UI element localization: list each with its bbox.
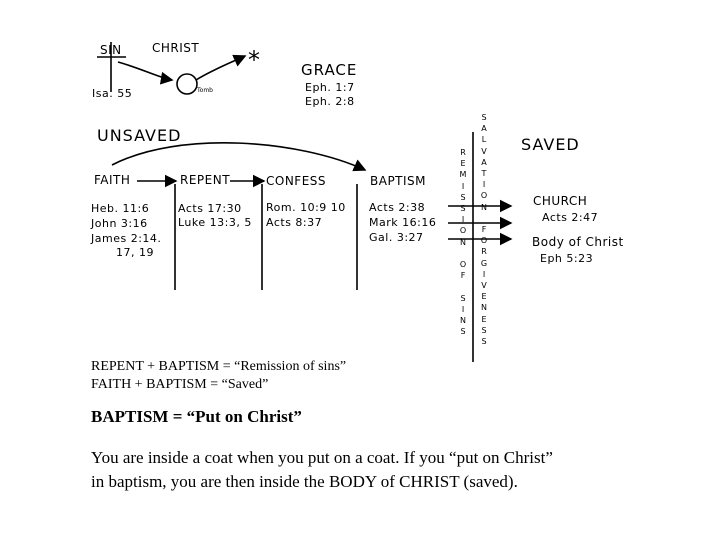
vertical-letter: S [460,192,466,202]
baptism-ref-3: Gal. 3:27 [369,231,424,244]
vertical-letter: O [459,226,467,236]
vertical-letter: L [481,135,487,145]
vertical-letter: A [481,124,487,134]
isa-ref: Isa. 55 [92,87,133,100]
vertical-letter: I [461,215,465,225]
vertical-letter: I [482,269,486,279]
vertical-letter: S [481,337,487,347]
faith-label: FAITH [94,173,131,187]
sin-label: SIN [100,43,122,57]
saved-label: SAVED [521,135,580,154]
eph-2-8: Eph. 2:8 [305,95,355,108]
vertical-letter: N [460,237,466,247]
body-label: Body of Christ [532,235,624,249]
baptism-ref-2: Mark 16:16 [369,216,437,229]
faith-ref-4: 17, 19 [116,246,154,259]
body-ref: Eph 5:23 [540,252,594,265]
church-label: CHURCH [533,194,588,208]
vertical-letter: I [482,180,486,190]
grace-label: GRACE [301,61,358,79]
vertical-letter: S [460,327,466,337]
confess-label: CONFESS [266,174,327,188]
star-symbol: * [248,46,260,74]
tomb-circle [177,74,197,94]
vertical-letter: M [459,170,467,180]
faith-ref-2: John 3:16 [91,217,148,230]
vertical-letter: E [481,314,487,324]
vertical-letter: N [481,202,487,212]
vertical-letter: O [459,260,467,270]
salvation-vertical-text [478,112,490,347]
church-ref: Acts 2:47 [542,211,599,224]
faith-ref-1: Heb. 11:6 [91,202,150,215]
vertical-letter: F [481,225,487,235]
vertical-letter: S [460,293,466,303]
vertical-letter: S [481,325,487,335]
vertical-letter: V [481,281,487,291]
equation-2: FAITH + BAPTISM = “Saved” [91,377,269,392]
baptism-ref-1: Acts 2:38 [369,201,426,214]
vertical-letter [457,281,469,292]
vertical-letter: N [481,303,487,313]
vertical-letter [457,248,469,259]
tomb-label: Tomb [197,87,213,94]
equation-1: REPENT + BAPTISM = “Remission of sins” [91,359,347,374]
vertical-letter: R [481,247,487,257]
baptism-label: BAPTISM [370,174,427,188]
vertical-letter: S [460,204,466,214]
vertical-letter [478,213,490,224]
vertical-letter: I [461,304,465,314]
tomb-to-star-arrow [196,56,245,80]
vertical-letter: A [481,157,487,167]
unsaved-arc-arrow [112,143,365,170]
vertical-letter: E [481,292,487,302]
confess-ref-1: Rom. 10:9 10 [266,201,346,214]
unsaved-label: UNSAVED [97,126,182,145]
vertical-letter: R [460,148,466,157]
vertical-letter: V [481,146,487,156]
repent-label: REPENT [180,173,231,187]
vertical-letter: E [460,159,466,169]
vertical-letter: N [460,316,466,326]
vertical-letter: I [461,181,465,191]
vertical-letter: O [480,236,488,246]
vertical-letter: G [480,258,488,268]
repent-ref-2: Luke 13:3, 5 [178,216,252,229]
vertical-letter: F [460,271,466,281]
faith-ref-3: James 2:14. [91,232,162,245]
eph-1-7: Eph. 1:7 [305,81,355,94]
baptism-heading: BAPTISM = “Put on Christ” [91,407,302,426]
repent-ref-1: Acts 17:30 [178,202,242,215]
remission-vertical-text [457,147,469,337]
paragraph-line-1: You are inside a coat when you put on a coat. If you “put on Christ” [91,448,553,467]
paragraph-line-2: in baptism, you are then inside the BODY of CHRIST (saved). [91,472,518,491]
confess-ref-2: Acts 8:37 [266,216,323,229]
vertical-letter: T [481,169,487,179]
sin-to-tomb-arrow [118,62,172,80]
vertical-letter: S [481,113,487,122]
vertical-letter: O [480,191,488,201]
christ-label: CHRIST [152,41,200,55]
